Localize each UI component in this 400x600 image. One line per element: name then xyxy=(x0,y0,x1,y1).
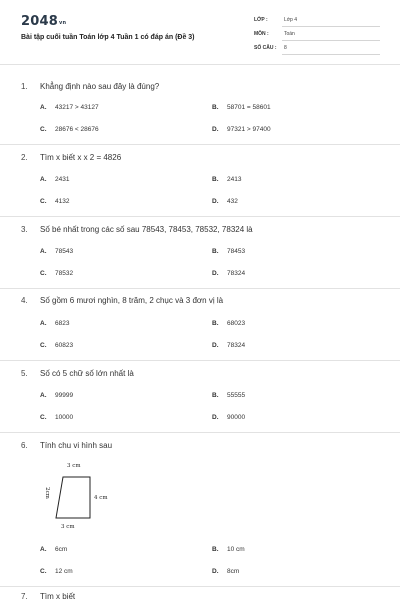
option-letter: C. xyxy=(40,342,47,349)
meta-class-underline xyxy=(282,26,380,27)
option-text: 60823 xyxy=(55,342,74,349)
meta-count-label: SỐ CÂU : xyxy=(254,45,277,51)
q2-option-a[interactable] xyxy=(40,176,69,183)
question-number: 3. xyxy=(21,225,28,234)
option-text: 6823 xyxy=(55,320,70,327)
meta-class xyxy=(254,17,380,29)
option-letter: C. xyxy=(40,414,47,421)
q3-option-c[interactable] xyxy=(40,270,73,277)
question-number: 2. xyxy=(21,153,28,162)
question-prompt: Khẳng định nào sau đây là đúng? xyxy=(40,82,160,91)
site-logo[interactable] xyxy=(21,14,66,29)
option-text: 97321 > 97400 xyxy=(227,126,271,133)
option-letter: C. xyxy=(40,270,47,277)
meta-subject xyxy=(254,31,380,43)
q1-option-a[interactable] xyxy=(40,104,99,111)
option-letter: A. xyxy=(40,176,47,183)
question-1-text xyxy=(21,82,159,91)
option-text: 78543 xyxy=(55,248,74,255)
option-letter: D. xyxy=(212,270,219,277)
option-text: 432 xyxy=(227,198,238,205)
option-text: 12 cm xyxy=(55,568,73,575)
option-text: 78453 xyxy=(227,248,246,255)
option-text: 4132 xyxy=(55,198,70,205)
question-7-text xyxy=(21,592,75,600)
figure-label-left: 2cm xyxy=(43,487,50,499)
option-letter: D. xyxy=(212,568,219,575)
question-prompt: Tìm x biết x x 2 = 4826 xyxy=(40,153,122,162)
question-prompt: Tìm x biết xyxy=(40,592,76,600)
q5-option-d[interactable] xyxy=(212,414,245,421)
option-text: 10 cm xyxy=(227,546,245,553)
question-divider xyxy=(0,216,400,217)
option-text: 68023 xyxy=(227,320,246,327)
option-letter: B. xyxy=(212,320,219,327)
q5-option-a[interactable] xyxy=(40,392,73,399)
question-divider xyxy=(0,432,400,433)
q1-option-c[interactable] xyxy=(40,126,99,133)
option-text: 78532 xyxy=(55,270,74,277)
option-letter: D. xyxy=(212,198,219,205)
option-text: 55555 xyxy=(227,392,246,399)
q2-option-b[interactable] xyxy=(212,176,241,183)
q1-option-d[interactable] xyxy=(212,126,271,133)
question-number: 7. xyxy=(21,592,28,600)
option-letter: B. xyxy=(212,248,219,255)
meta-count-value: 8 xyxy=(284,45,287,51)
option-text: 6cm xyxy=(55,546,68,553)
question-4-text xyxy=(21,296,223,305)
figure-label-right: 4 cm xyxy=(94,495,108,501)
quadrilateral-shape xyxy=(40,460,130,535)
option-letter: D. xyxy=(212,414,219,421)
option-text: 28676 < 28676 xyxy=(55,126,99,133)
option-letter: A. xyxy=(40,320,47,327)
meta-subject-value: Toán xyxy=(284,31,295,37)
option-text: 2413 xyxy=(227,176,242,183)
question-number: 6. xyxy=(21,441,28,450)
option-text: 10000 xyxy=(55,414,74,421)
meta-subject-underline xyxy=(282,40,380,41)
meta-count xyxy=(254,45,380,57)
question-prompt: Số gồm 6 mươi nghìn, 8 trăm, 2 chục và 3 đơn vị là xyxy=(40,296,224,305)
q4-option-c[interactable] xyxy=(40,342,73,349)
question-divider xyxy=(0,144,400,145)
question-divider xyxy=(0,360,400,361)
option-letter: B. xyxy=(212,176,219,183)
q6-option-c[interactable] xyxy=(40,568,73,575)
option-letter: C. xyxy=(40,568,47,575)
option-letter: A. xyxy=(40,546,47,553)
figure-label-top: 3 cm xyxy=(67,463,81,469)
option-text: 78324 xyxy=(227,342,246,349)
q6-option-b[interactable] xyxy=(212,546,245,553)
option-text: 58701 = 58601 xyxy=(227,104,271,111)
question-number: 4. xyxy=(21,296,28,305)
question-number: 1. xyxy=(21,82,28,91)
header-divider xyxy=(0,64,400,65)
q6-option-a[interactable] xyxy=(40,546,67,553)
q6-option-d[interactable] xyxy=(212,568,239,575)
q5-option-c[interactable] xyxy=(40,414,73,421)
question-number: 5. xyxy=(21,369,28,378)
question-6-text xyxy=(21,441,112,450)
document-title: Bài tập cuối tuần Toán lớp 4 Tuần 1 có đáp án (Đề 3) xyxy=(21,34,195,41)
logo-text: 2048 xyxy=(21,14,58,29)
option-text: 43217 > 43127 xyxy=(55,104,99,111)
option-text: 90000 xyxy=(227,414,246,421)
option-text: 99999 xyxy=(55,392,74,399)
option-text: 78324 xyxy=(227,270,246,277)
option-letter: D. xyxy=(212,342,219,349)
option-letter: A. xyxy=(40,392,47,399)
option-text: 2431 xyxy=(55,176,70,183)
meta-class-label: LỚP : xyxy=(254,17,268,23)
question-prompt: Tính chu vi hình sau xyxy=(40,441,113,450)
meta-class-value: Lớp 4 xyxy=(284,17,298,23)
q3-option-d[interactable] xyxy=(212,270,245,277)
logo-suffix: vn xyxy=(58,20,67,26)
q2-option-d[interactable] xyxy=(212,198,238,205)
question-divider xyxy=(0,288,400,289)
document-header xyxy=(0,0,400,62)
question-prompt: Số bé nhất trong các số sau 78543, 78453, 78532, 78324 là xyxy=(40,225,253,234)
q3-option-a[interactable] xyxy=(40,248,73,255)
option-letter: B. xyxy=(212,546,219,553)
figure-label-bottom: 3 cm xyxy=(61,524,75,530)
meta-subject-label: MÔN : xyxy=(254,31,269,37)
q4-option-b[interactable] xyxy=(212,320,245,327)
quadrilateral-figure xyxy=(40,460,130,535)
question-divider xyxy=(0,586,400,587)
question-2-text xyxy=(21,153,121,162)
question-5-text xyxy=(21,369,134,378)
option-letter: A. xyxy=(40,248,47,255)
question-3-text xyxy=(21,225,253,234)
option-text: 8cm xyxy=(227,568,240,575)
option-letter: D. xyxy=(212,126,219,133)
option-letter: C. xyxy=(40,126,47,133)
option-letter: A. xyxy=(40,104,47,111)
q3-option-b[interactable] xyxy=(212,248,245,255)
question-prompt: Số có 5 chữ số lớn nhất là xyxy=(40,369,134,378)
option-letter: B. xyxy=(212,104,219,111)
q4-option-a[interactable] xyxy=(40,320,69,327)
q2-option-c[interactable] xyxy=(40,198,69,205)
option-letter: C. xyxy=(40,198,47,205)
option-letter: B. xyxy=(212,392,219,399)
q1-option-b[interactable] xyxy=(212,104,271,111)
q5-option-b[interactable] xyxy=(212,392,245,399)
q4-option-d[interactable] xyxy=(212,342,245,349)
meta-count-underline xyxy=(282,54,380,55)
